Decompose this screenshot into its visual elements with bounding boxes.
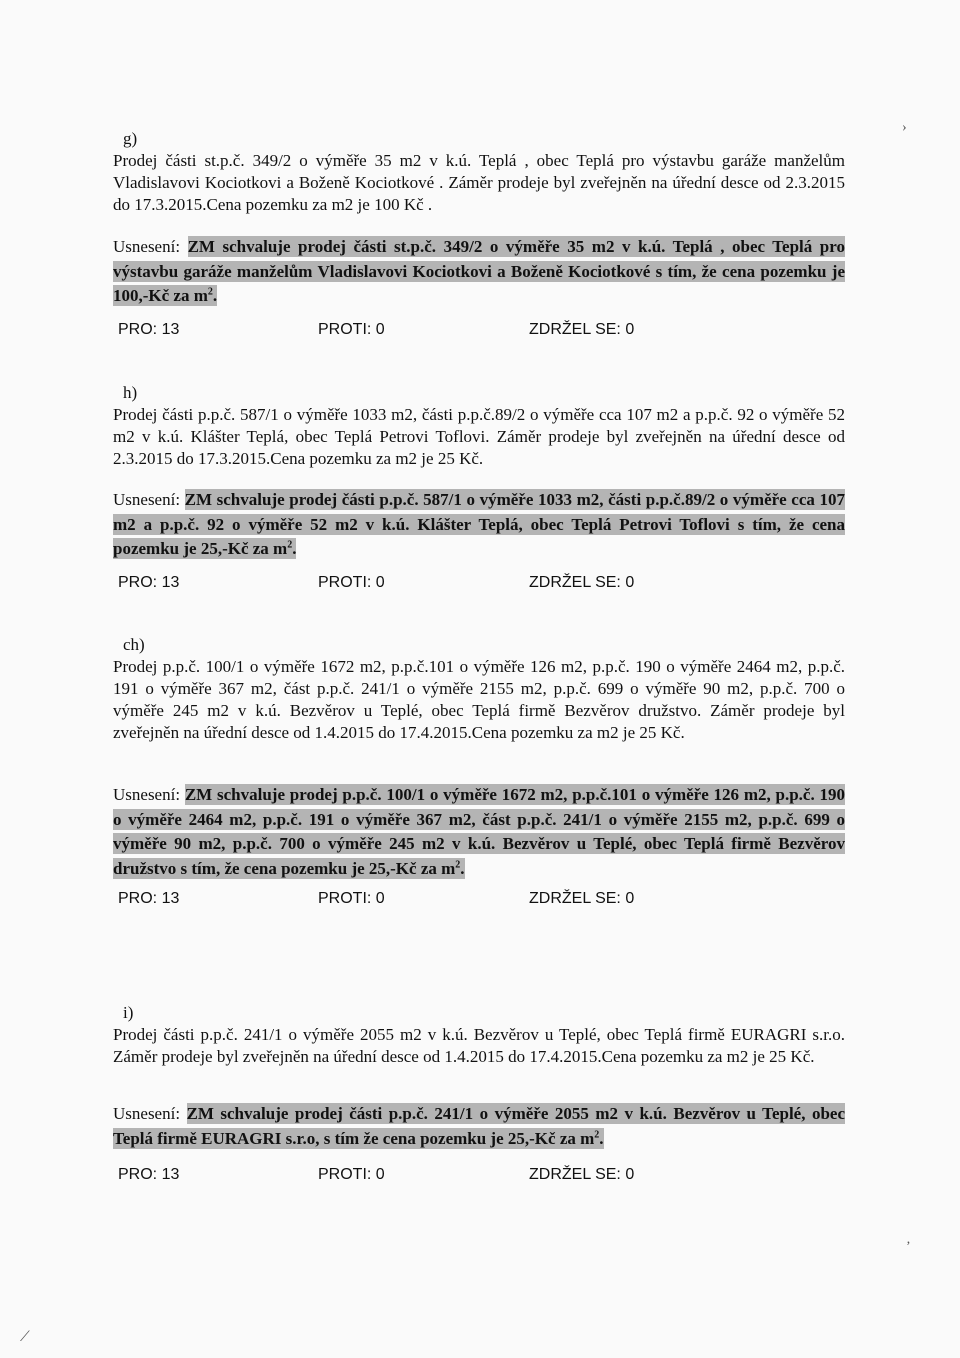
section-letter: ch) [123,635,145,654]
votes-proti: PROTI: 0 [318,1166,385,1183]
votes-proti: PROTI: 0 [318,890,385,907]
section-text: Prodej p.p.č. 100/1 o výměře 1672 m2, p.p.č.101 o výměře 126 m2, p.p.č. 190 o výměře 2464 m2, p.p.č. 191 o výměře 367 m2, část p.p.č. 241/1 o výměře 2155 m2, p.p.č. 699 o výměře 90 m2, p.p.č. 700 o výměře 245 m2 v k.ú. Bezvěrov u Teplé, obec Teplá firmě Bezvěrov družstvo. Záměr prodeje byl zveřejněn na úřední desce od 1.4.2015 do 17.4.2015.Cena pozemku za m2 je 25 Kč. [113,657,845,742]
resolution-paragraph [113,488,845,562]
section-text: Prodej části p.p.č. 587/1 o výměře 1033 m2, části p.p.č.89/2 o výměře cca 107 m2 a p.p.č. 92 o výměře 52 m2 v k.ú. Klášter Teplá, obec Teplá Petrovi Toflovi. Záměr prodeje byl zveřejněn na úřední desce od 2.3.2015 do 17.3.2015.Cena pozemku za m2 je 25 Kč. [113,405,845,468]
resolution-end: . [212,286,218,305]
votes-proti: PROTI: 0 [318,574,385,591]
resolution-paragraph [113,1102,845,1151]
resolution-label: Usnesení: [113,785,181,804]
votes-pro: PRO: 13 [118,1166,180,1183]
scan-mark: ⟋ [20,1330,30,1345]
section-letter: h) [123,383,138,402]
superscript: 2 [455,858,461,870]
resolution-label: Usnesení: [113,1104,181,1123]
section-i [113,1002,845,1068]
scan-mark: ‚ [906,1232,911,1247]
resolution-i [113,1102,845,1151]
resolution-highlight [113,1103,845,1149]
resolution-text: ZM schvaluje prodej části p.p.č. 587/1 o výměře 1033 m2, části p.p.č.89/2 o výměře cca 107 m2 a p.p.č. 92 o výměře 52 m2 v k.ú. Klášter Teplá, obec Teplá Petrovi Toflovi s tím, že cena pozemku je 25,-Kč za m [113,490,846,558]
section-g [113,128,845,216]
superscript: 2 [594,1128,600,1140]
section-text: Prodej části st.p.č. 349/2 o výměře 35 m2 v k.ú. Teplá , obec Teplá pro výstavbu garáže manželům Vladislavovi Kociotkovi a Boženě Kociotkové . Záměr prodeje byl zveřejněn na úřední desce od 2.3.2015 do 17.3.2015.Cena pozemku za m2 je 100 Kč . [113,151,845,214]
votes-pro: PRO: 13 [118,321,180,338]
resolution-highlight [113,236,845,306]
superscript: 2 [287,539,293,551]
votes-pro: PRO: 13 [118,890,180,907]
resolution-label: Usnesení: [113,237,181,256]
resolution-end: . [292,539,297,558]
votes-zdrzel: ZDRŽEL SE: 0 [529,321,635,338]
resolution-ch [113,783,845,881]
votes-pro: PRO: 13 [118,574,180,591]
votes-row [118,574,678,596]
resolution-g [113,235,845,309]
resolution-paragraph [113,235,845,309]
section-letter: i) [123,1003,134,1022]
resolution-h [113,488,845,562]
resolution-highlight [113,489,845,559]
votes-proti: PROTI: 0 [318,321,385,338]
resolution-highlight [113,784,845,879]
resolution-text: ZM schvaluje prodej části p.p.č. 241/1 o výměře 2055 m2 v k.ú. Bezvěrov u Teplé, obec Teplá firmě EURAGRI s.r.o, s tím že cena pozemku je 25,-Kč za m [113,1104,845,1148]
votes-row [118,321,678,343]
votes-zdrzel: ZDRŽEL SE: 0 [529,574,635,591]
superscript: 2 [207,286,213,298]
resolution-label: Usnesení: [113,490,181,509]
votes-zdrzel: ZDRŽEL SE: 0 [529,1166,635,1183]
resolution-text: ZM schvaluje prodej p.p.č. 100/1 o výměře 1672 m2, p.p.č.101 o výměře 126 m2, p.p.č. 190 o výměře 2464 m2, p.p.č. 191 o výměře 367 m2, část p.p.č. 241/1 o výměře 2155 m2, p.p.č. 699 o výměře 90 m2, p.p.č. 700 o výměře 245 m2 v k.ú. Bezvěrov u Teplé, obec Teplá firmě Bezvěrov družstvo s tím, že cena pozemku je 25,-Kč za m [113,785,845,878]
section-letter: g) [123,129,138,148]
votes-row [118,1166,678,1188]
section-h [113,382,845,470]
votes-zdrzel: ZDRŽEL SE: 0 [529,890,635,907]
resolution-end: . [599,1128,604,1148]
section-ch [113,634,845,744]
resolution-text: ZM schvaluje prodej části st.p.č. 349/2 o výměře 35 m2 v k.ú. Teplá , obec Teplá pro výstavbu garáže manželům Vladislavovi Kociotkovi a Boženě Kociotkové s tím, že cena pozemku je 100,-Kč za m [113,237,846,305]
votes-row [118,890,678,912]
scan-mark: › [902,120,907,135]
section-text: Prodej části p.p.č. 241/1 o výměře 2055 m2 v k.ú. Bezvěrov u Teplé, obec Teplá firmě EURAGRI s.r.o. Záměr prodeje byl zveřejněn na úřední desce od 1.4.2015 do 17.4.2015.Cena pozemku za m2 je 25 Kč. [113,1025,845,1066]
resolution-paragraph [113,783,845,881]
resolution-end: . [460,858,465,878]
